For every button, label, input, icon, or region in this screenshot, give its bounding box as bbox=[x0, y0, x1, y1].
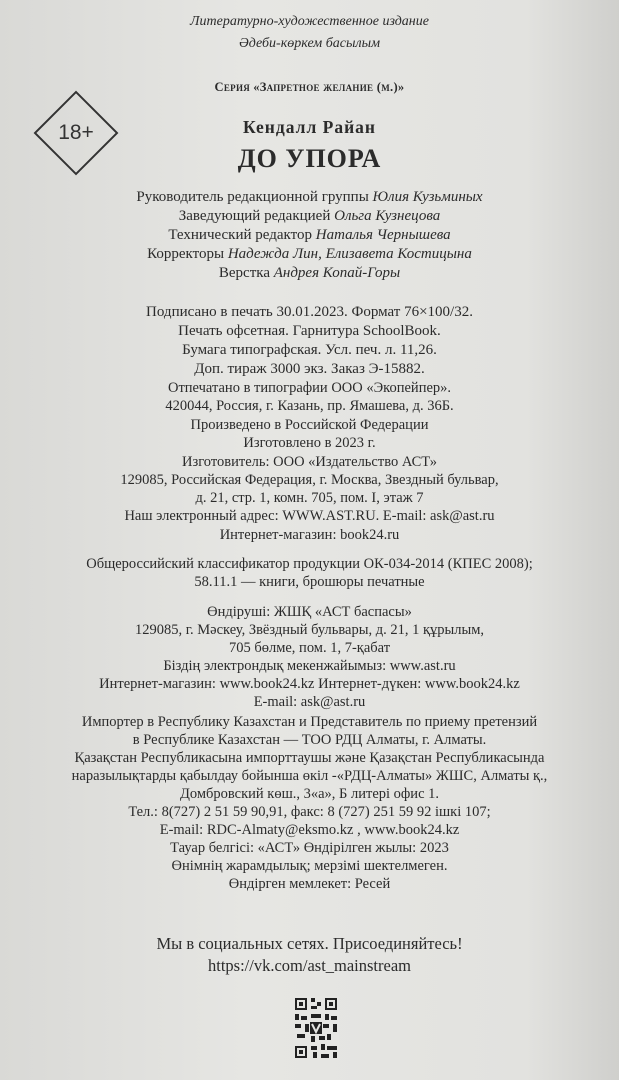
importer-line: Қазақстан Республикасына импорттаушы және Қазақстан Республикасында bbox=[74, 750, 545, 766]
importer-line: Тел.: 8(727) 2 51 59 90,91, факс: 8 (727) 251 59 92 ішкі 107; bbox=[128, 804, 491, 820]
kazakh-manufacturer-line: Интернет-магазин: www.book24.kz Интернет-дүкен: www.book24.kz bbox=[99, 676, 520, 692]
importer-line: Домбровский көш., 3«а», Б литері офис 1. bbox=[179, 786, 440, 802]
printer-info-line: Отпечатано в типографии ООО «Экопейпер». bbox=[167, 380, 452, 396]
kazakh-manufacturer-line: E-mail: ask@ast.ru bbox=[253, 694, 366, 710]
printer-info-line: 420044, Россия, г. Казань, пр. Ямашева, д. 36Б. bbox=[165, 398, 454, 414]
staff-name: Надежда Лин, Елизавета Костицына bbox=[227, 246, 472, 262]
origin-info-line: Изготовитель: ООО «Издательство АСТ» bbox=[182, 454, 437, 470]
print-info-line: Печать офсетная. Гарнитура SchoolBook. bbox=[178, 323, 441, 339]
importer-line: в Республике Казахстан — ТОО РДЦ Алматы, г. Алматы. bbox=[132, 732, 487, 748]
author-name: Кендалл Райан bbox=[243, 117, 376, 137]
staff-role: Руководитель редакционной группы bbox=[136, 189, 369, 205]
kazakh-manufacturer-line: 129085, г. Мәскеу, Звёздный бульвары, д. 21, 1 құрылым, bbox=[134, 622, 485, 638]
origin-info-line: Изготовлено в 2023 г. bbox=[243, 435, 376, 451]
importer-line: Импортер в Республику Казахстан и Представитель по приему претензий bbox=[81, 714, 538, 730]
staff-role: Верстка bbox=[218, 265, 270, 281]
series-label: Серия bbox=[214, 80, 251, 94]
origin-info-line: Произведено в Российской Федерации bbox=[190, 417, 429, 433]
qr-code-icon bbox=[293, 996, 339, 1060]
series-line bbox=[0, 80, 619, 95]
importer-line: E-mail: RDC-Almaty@eksmo.kz , www.book24.kz bbox=[159, 822, 460, 838]
origin-info-line: Интернет-магазин: book24.ru bbox=[219, 527, 400, 543]
staff-role: Технический редактор bbox=[168, 227, 312, 243]
staff-line-4 bbox=[0, 246, 619, 263]
print-info-line: Доп. тираж 3000 экз. Заказ Э-15882. bbox=[194, 361, 425, 377]
classifier-line: Общероссийский классификатор продукции ОК-034-2014 (КПЕС 2008); bbox=[86, 556, 533, 572]
staff-name: Наталья Чернышева bbox=[315, 227, 451, 243]
importer-line: Өндірген мемлекет: Ресей bbox=[228, 876, 391, 892]
age-rating-text: 18+ bbox=[58, 121, 94, 144]
print-info-line: Бумага типографская. Усл. печ. л. 11,26. bbox=[182, 342, 437, 358]
staff-name: Юлия Кузьминых bbox=[372, 189, 483, 205]
staff-name: Ольга Кузнецова bbox=[334, 208, 441, 224]
importer-line: наразылықтарды қабылдау бойынша өкіл -«РДЦ-Алматы» ЖШС, Алматы қ., bbox=[71, 768, 548, 784]
header-line-2: Әдеби-көркем басылым bbox=[238, 36, 381, 51]
staff-line-2 bbox=[0, 208, 619, 225]
social-line-1: Мы в социальных сетях. Присоединяйтесь! bbox=[156, 934, 463, 953]
kazakh-manufacturer-line: 705 бөлме, пом. 1, 7-қабат bbox=[228, 640, 391, 656]
staff-line-3 bbox=[0, 227, 619, 244]
staff-role: Заведующий редакцией bbox=[178, 208, 331, 224]
staff-line-1 bbox=[0, 189, 619, 206]
importer-line: Өнімнің жарамдылық; мерзімі шектелмеген. bbox=[171, 858, 448, 874]
series-name: «Запретное желание (м.)» bbox=[253, 80, 405, 94]
staff-name: Андрея Копай-Горы bbox=[273, 265, 401, 281]
kazakh-manufacturer-line: Біздің электрондық мекенжайымыз: www.ast.ru bbox=[163, 658, 456, 674]
importer-line: Тауар белгісі: «АСТ» Өндірілген жылы: 2023 bbox=[170, 840, 449, 856]
kazakh-manufacturer-line: Өндіруші: ЖШҚ «АСТ баспасы» bbox=[207, 604, 412, 620]
classifier-line: 58.11.1 — книги, брошюры печатные bbox=[194, 574, 425, 590]
staff-line-5 bbox=[0, 265, 619, 282]
origin-info-line: Наш электронный адрес: WWW.AST.RU. E-mail: ask@ast.ru bbox=[124, 508, 495, 524]
origin-info-line: 129085, Российская Федерация, г. Москва, Звездный бульвар, bbox=[120, 472, 499, 488]
staff-role: Корректоры bbox=[147, 246, 225, 262]
header-line-1: Литературно-художественное издание bbox=[190, 14, 429, 29]
origin-info-line: д. 21, стр. 1, комн. 705, пом. I, этаж 7 bbox=[195, 490, 424, 506]
book-title: ДО УПОРА bbox=[237, 144, 382, 173]
print-info-line: Подписано в печать 30.01.2023. Формат 76×100/32. bbox=[146, 304, 473, 320]
social-link: https://vk.com/ast_mainstream bbox=[207, 956, 411, 975]
